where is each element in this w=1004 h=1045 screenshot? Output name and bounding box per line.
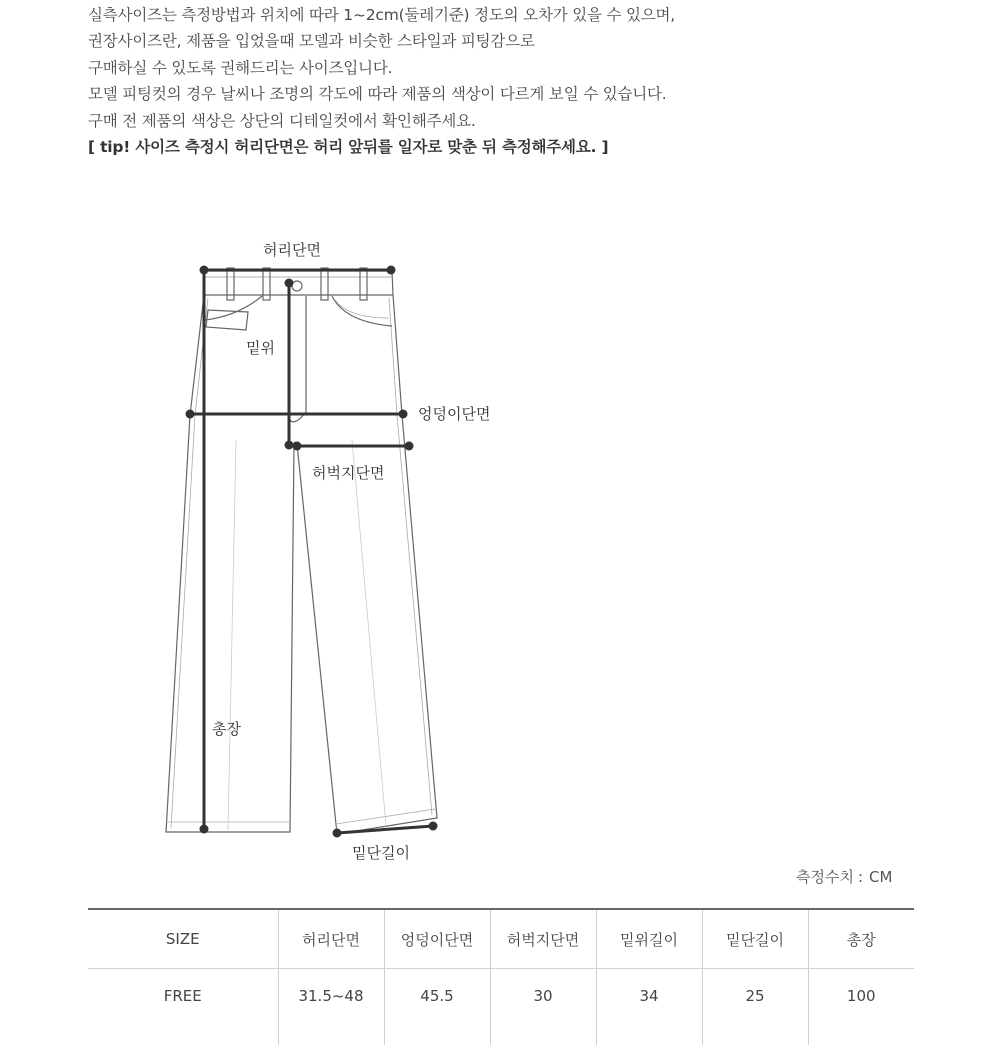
hem-measure-line: [337, 826, 433, 833]
measurement-lines: [186, 266, 438, 838]
header-cell: 허리단면: [278, 909, 384, 969]
rise-endpoint: [285, 441, 294, 450]
header-cell: 밑위길이: [596, 909, 702, 969]
length-label: 총장: [212, 720, 241, 738]
thigh-endpoint: [293, 442, 302, 451]
length-endpoint: [200, 825, 209, 834]
table-cell: 30: [490, 969, 596, 1045]
table-header-row: [88, 909, 914, 969]
header-cell: 허벅지단면: [490, 909, 596, 969]
table-cell: 45.5: [384, 969, 490, 1045]
measurement-unit: 측정수치 : CM: [796, 866, 892, 887]
unit-label: 측정수치: [796, 868, 854, 886]
rise-endpoint: [285, 279, 294, 288]
note-line: 모델 피팅컷의 경우 날씨나 조명의 각도에 따라 제품의 색상이 다르게 보일 수 있습니다.: [88, 81, 928, 107]
note-line: 실측사이즈는 측정방법과 위치에 따라 1~2cm(둘레기준) 정도의 오차가 있을 수 있으며,: [88, 2, 928, 28]
table-cell: 31.5~48: [278, 969, 384, 1045]
table-cell: 25: [702, 969, 808, 1045]
header-cell: SIZE: [88, 909, 278, 969]
hem-endpoint: [429, 822, 438, 831]
pants-outline: [166, 268, 437, 834]
hem-endpoint: [333, 829, 342, 838]
hip-endpoint: [399, 410, 408, 419]
note-line: 권장사이즈란, 제품을 입었을때 모델과 비슷한 스타일과 피팅감으로: [88, 28, 928, 54]
note-line: 구매하실 수 있도록 권해드리는 사이즈입니다.: [88, 55, 928, 81]
measure-tip: [ tip! 사이즈 측정시 허리단면은 허리 앞뒤를 일자로 맞춘 뒤 측정해주세요. ]: [88, 134, 928, 160]
table-cell: 100: [808, 969, 914, 1045]
note-line: 구매 전 제품의 색상은 상단의 디테일컷에서 확인해주세요.: [88, 108, 928, 134]
waist-label: 허리단면: [263, 241, 321, 259]
hem-label: 밑단길이: [352, 844, 410, 862]
hip-endpoint: [186, 410, 195, 419]
rise-label: 밑위: [246, 339, 275, 357]
unit-value: CM: [869, 868, 892, 886]
header-cell: 총장: [808, 909, 914, 969]
header-cell: 엉덩이단면: [384, 909, 490, 969]
table-row: [88, 969, 914, 1045]
table-cell: 34: [596, 969, 702, 1045]
size-table: [88, 908, 914, 1045]
thigh-label: 허벅지단면: [312, 464, 384, 482]
header-cell: 밑단길이: [702, 909, 808, 969]
thigh-endpoint: [405, 442, 414, 451]
hip-label: 엉덩이단면: [418, 405, 490, 423]
waist-endpoint: [387, 266, 396, 275]
table-cell: FREE: [88, 969, 278, 1045]
